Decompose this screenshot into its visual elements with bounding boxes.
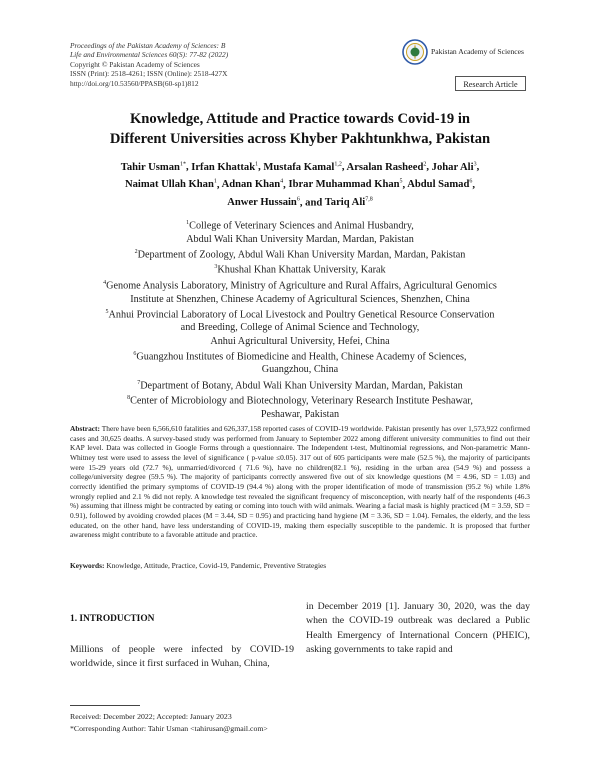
author: Naimat Ullah Khan$^1$: [124, 178, 217, 191]
corresponding-author: *Corresponding Author: Tahir Usman <tahirusan@gmail.com>: [70, 724, 268, 733]
abstract-label: Abstract:: [70, 424, 100, 433]
affiliation-item: $^7$Department of Botany, Abdul Wali Khan University Mardan, Mardan, Pakistan: [137, 379, 463, 391]
author: Arsalan Rasheed$^2$: [346, 161, 427, 173]
author: Tahir Usman$^{1*}$: [120, 161, 186, 173]
author: Adnan Khan$^4$: [221, 178, 284, 191]
author: Tariq Ali$^{7,8}$: [324, 196, 373, 209]
body-column-right: in December 2019 [1]. January 30, 2020, was the day when the COVID-19 outbreak was declared a Public Health Emergency of International Concern (PHEIC), asking governments to take rapid and: [306, 601, 530, 656]
journal-name-line2: Life and Environmental Sciences 60(S): 77-82 (2022): [70, 50, 229, 60]
affiliation-item: $^2$Department of Zoology, Abdul Wali Khan University Mardan, Mardan, Pakistan: [134, 248, 466, 261]
affiliation-item: $^8$Center of Microbiology and Biotechnology, Veterinary Research Institute Peshawar,: [127, 395, 473, 407]
affiliation-item: $^3$Khushal Khan Khattak University, Karak: [214, 264, 386, 276]
doi-link[interactable]: http://doi.org/10.53560/PPASB(60-sp1)812: [70, 78, 199, 88]
body-column-left: Millions of people were infected by COVID-19 worldwide, since it first surfaced in Wuhan, China,: [70, 644, 294, 670]
affiliation-list: [70, 217, 530, 421]
copyright: Copyright © Pakistan Academy of Sciences: [70, 59, 200, 69]
author: Johar Ali$^3$: [431, 161, 477, 173]
author: Abdul Samad$^6$: [407, 178, 473, 191]
author-list: Tahir Usman$^{1*}$, Irfan Khattak$^1$, Mustafa Kamal$^{1,2}$, Arsalan Rasheed$^2$, Johar Ali$^3$, Naimat Ullah Khan$^1$, Adnan Khan$^4$, Ibrar Muhammad Khan$^5$, Abdul Samad$^6$, Anwer Hussain$^6$, and Tariq Ali$^{7,8}$: [120, 161, 480, 209]
affiliation-item: $^1$College of Veterinary Sciences and Animal Husbandry,: [186, 220, 414, 232]
author: Anwer Hussain$^6$: [227, 196, 300, 209]
footnote: [70, 711, 530, 735]
academy-name: Pakistan Academy of Sciences: [431, 47, 524, 56]
journal-name-line1: Proceedings of the Pakistan Academy of Sciences: B: [70, 41, 226, 50]
affiliation-item: $^5$Anhui Provincial Laboratory of Local Livestock and Poultry Genetical Resource Conservation: [105, 308, 495, 321]
author: Mustafa Kamal$^{1,2}$: [263, 161, 342, 173]
affiliation-item-cont: Anhui Agricultural University, Hefei, China: [210, 335, 390, 347]
received-dates: Received: December 2022; Accepted: January 2023: [70, 712, 232, 721]
keywords-label: Keywords:: [70, 561, 105, 570]
journal-info: [70, 41, 370, 88]
footnote-divider: [70, 705, 140, 706]
affiliation-item-cont: Peshawar, Pakistan: [260, 408, 340, 420]
affiliation-item: $^4$Genome Analysis Laboratory, Ministry of Agriculture and Rural Affairs, Agricultural Genomics: [103, 279, 497, 292]
article-type-badge: Research Article: [455, 76, 526, 91]
section-heading: 1. INTRODUCTION: [70, 614, 155, 624]
author: Irfan Khattak$^1$: [191, 161, 259, 173]
keywords-text: Knowledge, Attitude, Practice, Covid-19, Pandemic, Preventive Strategies: [106, 561, 327, 570]
abstract-text: There have been 6,566,610 fatalities and 626,337,158 reported cases of COVID-19 worldwide. Pakistan presently has over 1,573,922 confirmed cases and 30,625 deaths. A survey-based study was performed from January to September 2022 among different university communities to find out their KAP level. Data was collected in Google Forms through a questionnaire. The Independent t-test, Multinomial regressions, and Non-parametric Mann-Whitney test were used to assess the level of significance ( p-value ≤0.05). 317 out of 605 participants were male (52.5 %), the majority of participants were 15-29 years old (72.7 %), unmarried/divorced ( 71.6 %), have no children(82.1 %), residing in the urban area (54.9 %) and possess a college/university degree (59.5 %). The majority of participants correctly answered five out of six knowledge questions (M = 4.96, SD = 1.03) and correctly identified the primary symptoms of COVID-19 (94.4 %) along with the proper identification of mode of transmission (95.2 %) while 1.8% wrongly replied and 2.1 % did not reply. A knowledge test revealed the significant frequency of misconception, with nearly half of the respondents (46.3 %) assuming that illness might be contracted by eating or coming into touch with wild animals. Wearing a facial mask is highly practiced (M = 3.59, SD = 0.91), followed by avoiding crowded places (M = 3.44, SD = 0.95) and practicing hand hygiene (M = 3.36, SD = 1.04). Females, the elderly, and the less educated, on the other hand, have less understanding of COVID-19, making them especially susceptible to the pandemic. It is proposed that further awareness might contribute to a favorable attitude and practice.: [70, 424, 531, 540]
title-line-2: Different Universities across Khyber Pakhtunkhwa, Pakistan: [109, 130, 491, 147]
academy-logo-icon: [402, 39, 428, 65]
abstract: [70, 424, 530, 540]
paper-title: [60, 110, 540, 149]
title-line-1: Knowledge, Attitude and Practice towards Covid-19 in: [129, 111, 471, 127]
keywords: [70, 561, 530, 570]
author: Ibrar Muhammad Khan$^5$: [288, 178, 403, 191]
affiliation-item-cont: Institute at Shenzhen, Chinese Academy of Agricultural Sciences, Shenzhen, China: [130, 293, 470, 305]
affiliation-item: $^6$Guangzhou Institutes of Biomedicine and Health, Chinese Academy of Sciences,: [133, 350, 467, 363]
issn: ISSN (Print): 2518-4261; ISSN (Online): 2518-427X: [70, 69, 228, 79]
affiliation-item-cont: Abdul Wali Khan University Mardan, Mardan, Pakistan: [186, 233, 414, 245]
affiliation-item-cont: Guangzhou, China: [261, 364, 339, 376]
affiliation-item-cont: and Breeding, College of Animal Science and Technology,: [180, 322, 420, 334]
